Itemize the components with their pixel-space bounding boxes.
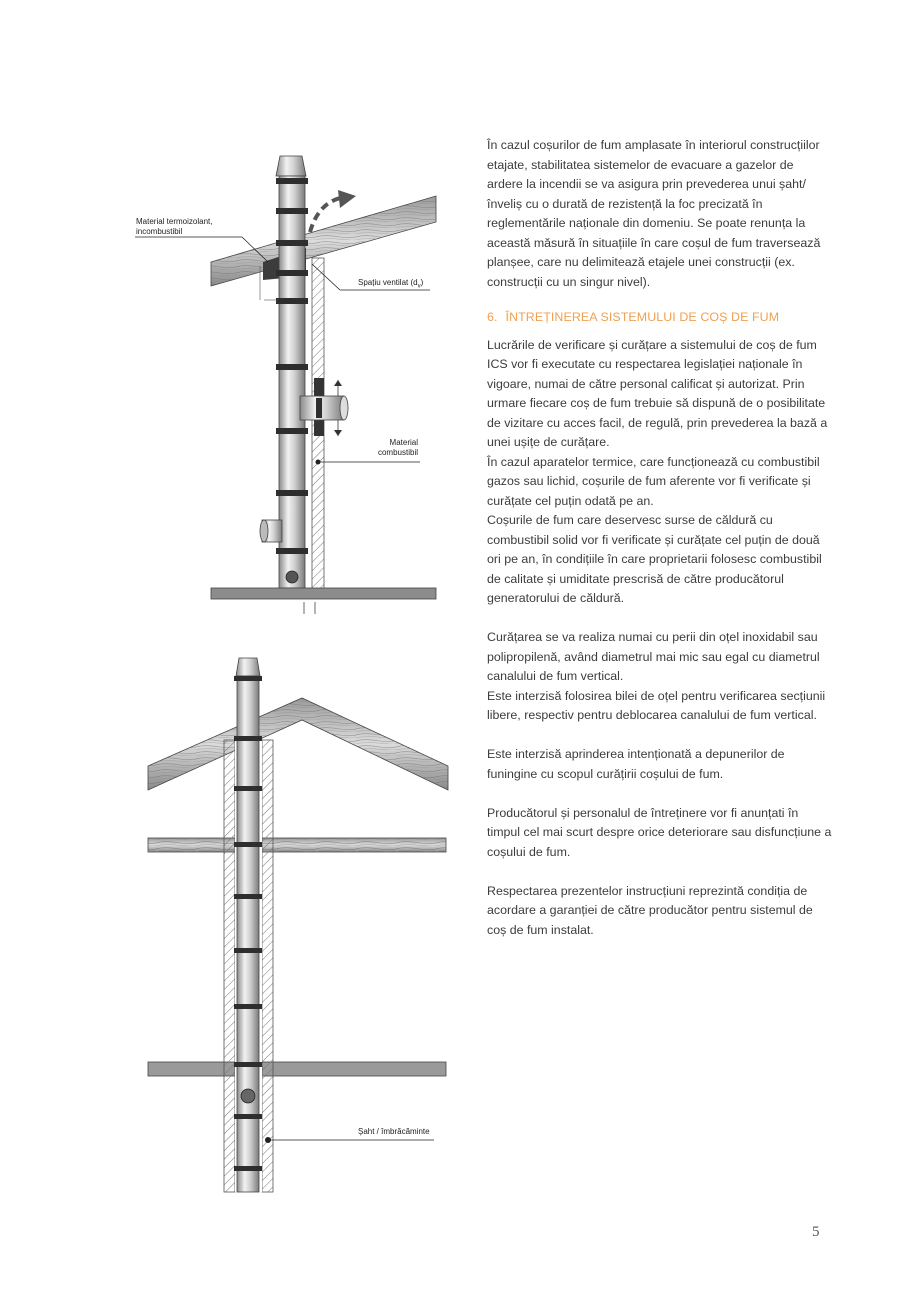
label-combustible-material xyxy=(370,438,418,458)
section-title: ÎNTREȚINEREA SISTEMULUI DE COȘ DE FUM xyxy=(505,310,780,324)
label-ventilated-space: Spațiu ventilat $(d_v)$ xyxy=(358,278,424,290)
floor-fig1 xyxy=(211,588,436,614)
chimney-pipe-fig1 xyxy=(260,156,348,588)
paragraph-notification: Producătorul și personalul de întreținere vor fi anunțati în timpul cel mai scurt despre orice deteriorare sau disfuncțiune a coșului de fum. xyxy=(487,805,832,859)
label-insulation-line2: incombustibil xyxy=(136,227,183,236)
paragraph-soot-ignition: Este interzisă aprinderea intenționată a depunerilor de funingine cu scopul curățirii coșului de fum. xyxy=(487,747,785,781)
page-number: 5 xyxy=(812,1224,820,1240)
paragraph-steel-ball: Este interzisă folosirea bilei de oțel pentru verificarea secțiunii libere, respectiv pentru deblocarea canalului de fum vertical. xyxy=(487,688,826,722)
label-insulation-line1: Material termoizolant, xyxy=(136,217,213,226)
paragraph-gas-liquid: În cazul aparatelor termice, care funcționează cu combustibil gazos sau lichid, coșurile de fum aferente vor fi verificate și curățate cel puțin odată pe an. xyxy=(487,454,820,508)
paragraph-brushes: Curățarea se va realiza numai cu perii din oțel inoxidabil sau polipropilenă, având diametrul mai mic sau egal cu diametrul canalului de fum vertical. xyxy=(487,630,820,683)
text-column xyxy=(487,136,832,940)
section-number: 6. xyxy=(487,310,498,324)
section-heading xyxy=(487,308,832,328)
label-combustible-line1: Material xyxy=(389,438,418,447)
paragraph-warranty: Respectarea prezentelor instrucțiuni reprezintă condiția de acordare a garanției de către producător pentru sistemul de coș de fum instalat. xyxy=(487,883,813,937)
figure-chimney-shaft xyxy=(148,658,448,1192)
combustible-wall xyxy=(312,258,344,590)
label-shaft-cladding: Șaht / îmbrăcăminte xyxy=(358,1127,430,1136)
intro-paragraph: În cazul coșurilor de fum amplasate în interiorul construcțiilor etajate, stabilitatea sistemelor de evacuare a gazelor de ardere la incendii se va asigura prin prevederea unui șaht/înveliș cu o durată de rezistență la foc precizată în reglementările naționale din domeniu. Se poate renunța la această măsură în situațiile în care coșul de fum traversează planșee, care nu delimitează etajele unei construcții (ex. construcții cu un singur nivel). xyxy=(487,138,821,289)
paragraph-solid-fuel: Coșurile de fum care deservesc surse de căldură cu combustibil solid vor fi verificate și curățate cel puțin de două ori pe an, în condițiile în care proprietarii folosesc combustibil de calitate și umiditate prescrisă de către producătorul generatorului de căldură. xyxy=(487,513,822,605)
label-combustible-line2: combustibil xyxy=(377,448,418,457)
paragraph-maintenance: Lucrările de verificare și curățare a sistemului de coș de fum ICS vor fi executate cu respectarea legislației naționale în vigoare, numai de către personal calificat și autorizat. Prin urmare fiecare coș de fum trebuie să dispună de o posibilitate de vizitare cu acces facil, de regulă, prin prevederea la bază a unei ușițe de curățare. xyxy=(487,337,828,449)
label-insulation-material xyxy=(136,217,212,237)
